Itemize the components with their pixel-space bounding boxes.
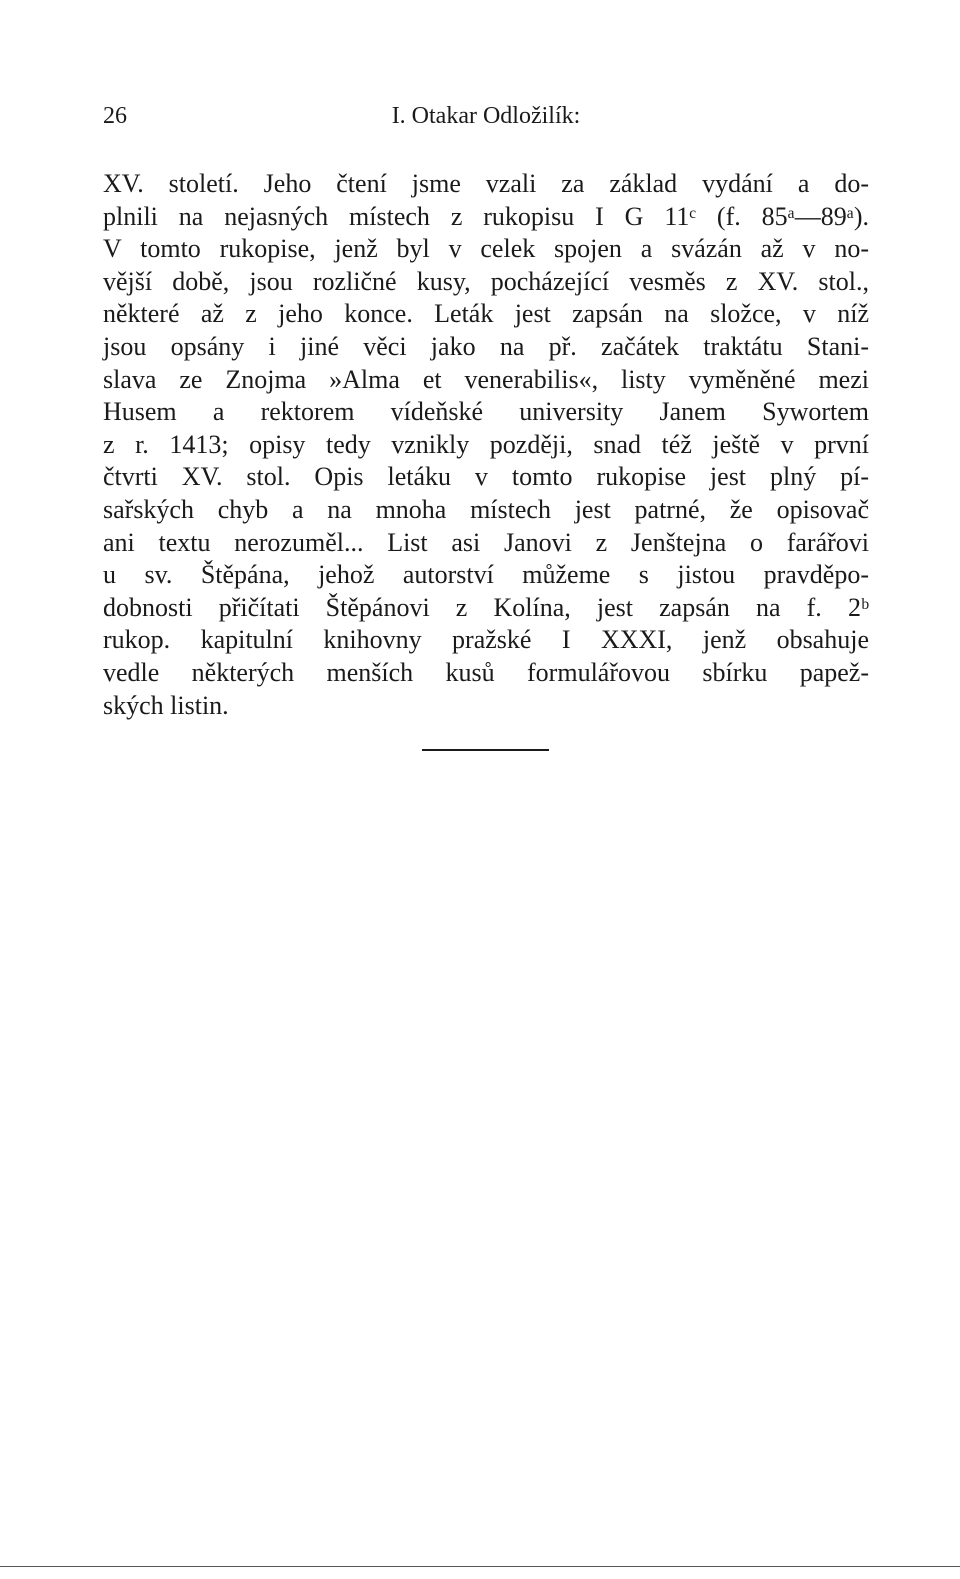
text-line: z r. 1413; opisy tedy vznikly později, snad též ještě v první bbox=[103, 429, 869, 459]
text-line: V tomto rukopise, jenž byl v celek spojen a svázán až v no- bbox=[103, 234, 869, 264]
text-line: jsou opsány i jiné věci jako na př. začátek traktátu Stani- bbox=[103, 331, 869, 361]
page-number: 26 bbox=[103, 103, 127, 129]
text-line: plnili na nejasných místech z rukopisu I G 11ᶜ (f. 85ᵃ—89ᵃ). bbox=[103, 201, 869, 231]
running-head: I. Otakar Odložilík: bbox=[391, 103, 581, 129]
text-line: slava ze Znojma »Alma et venerabilis«, listy vyměněné mezi bbox=[103, 364, 869, 394]
text-line: vedle některých menších kusů formulářovou sbírku papež- bbox=[103, 657, 869, 687]
text-line: Husem a rektorem vídeňské university Janem Sywortem bbox=[103, 397, 869, 427]
text-line: sařských chyb a na mnoha místech jest patrné, že opisovač bbox=[103, 494, 869, 524]
text-line: vější době, jsou rozličné kusy, pocházející vesměs z XV. stol., bbox=[103, 266, 869, 296]
text-line: dobnosti přičítati Štěpánovi z Kolína, jest zapsán na f. 2ᵇ bbox=[103, 592, 869, 622]
section-divider bbox=[422, 749, 549, 751]
page-edge-line bbox=[0, 1566, 960, 1567]
text-line: ani textu nerozuměl... List asi Janovi z Jenštejna o farářovi bbox=[103, 527, 869, 557]
text-line: některé až z jeho konce. Leták jest zapsán na složce, v níž bbox=[103, 299, 869, 329]
text-line: rukop. kapitulní knihovny pražské I XXXI, jenž obsahuje bbox=[103, 625, 869, 655]
text-line: ských listin. bbox=[103, 690, 229, 720]
text-line: XV. století. Jeho čtení jsme vzali za základ vydání a do- bbox=[103, 169, 869, 198]
body-paragraph bbox=[103, 168, 869, 722]
page-header bbox=[103, 103, 869, 143]
text-line: čtvrti XV. stol. Opis letáku v tomto rukopise jest plný pí- bbox=[103, 462, 869, 492]
text-line: u sv. Štěpána, jehož autorství můžeme s jistou pravděpo- bbox=[103, 560, 869, 590]
